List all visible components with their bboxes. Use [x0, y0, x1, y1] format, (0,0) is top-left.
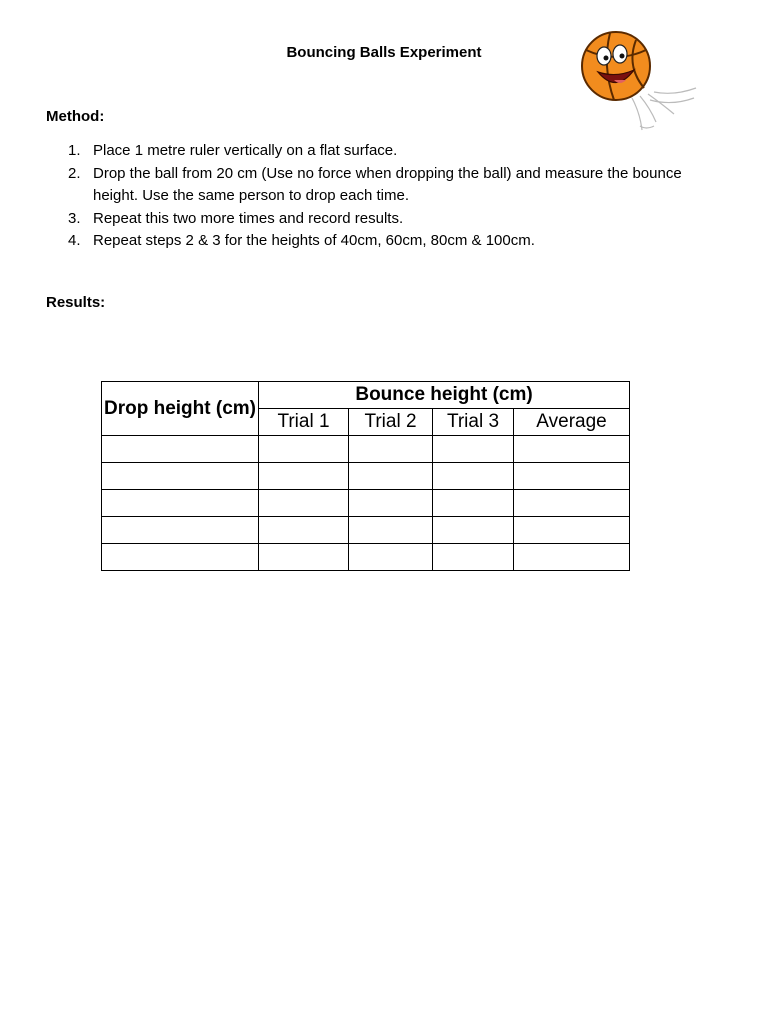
- table-row: [102, 436, 630, 463]
- table-row: [102, 544, 630, 571]
- table-row: [102, 490, 630, 517]
- trial-3-header: Trial 3: [433, 409, 514, 436]
- table-cell[interactable]: [433, 544, 514, 571]
- table-cell[interactable]: [259, 463, 349, 490]
- average-header: Average: [514, 409, 630, 436]
- table-cell[interactable]: [433, 463, 514, 490]
- method-steps-list: [46, 140, 706, 253]
- table-cell[interactable]: [259, 517, 349, 544]
- drop-height-header: Drop height (cm): [102, 382, 259, 436]
- step-number: 4.: [68, 232, 81, 249]
- table-cell[interactable]: [433, 490, 514, 517]
- table-cell[interactable]: [349, 490, 433, 517]
- table-cell[interactable]: [349, 436, 433, 463]
- table-cell[interactable]: [102, 517, 259, 544]
- method-step: [46, 230, 706, 253]
- bounce-height-header: Bounce height (cm): [259, 382, 630, 409]
- results-table: [101, 381, 630, 571]
- step-number: 1.: [68, 142, 81, 159]
- trial-1-header: Trial 1: [259, 409, 349, 436]
- table-cell[interactable]: [349, 544, 433, 571]
- results-heading: Results:: [46, 294, 106, 311]
- table-cell[interactable]: [102, 436, 259, 463]
- table-cell[interactable]: [433, 436, 514, 463]
- table-cell[interactable]: [349, 463, 433, 490]
- method-step: [46, 140, 706, 163]
- table-cell[interactable]: [514, 517, 630, 544]
- table-cell[interactable]: [514, 544, 630, 571]
- table-cell[interactable]: [349, 517, 433, 544]
- table-cell[interactable]: [514, 463, 630, 490]
- table-cell[interactable]: [433, 517, 514, 544]
- method-step: [46, 163, 706, 208]
- method-step: [46, 208, 706, 231]
- method-heading: Method:: [46, 108, 105, 125]
- table-cell[interactable]: [102, 463, 259, 490]
- table-cell[interactable]: [259, 544, 349, 571]
- step-text: Place 1 metre ruler vertically on a flat surface.: [93, 142, 398, 159]
- page-title: Bouncing Balls Experiment: [286, 44, 482, 61]
- table-cell[interactable]: [514, 490, 630, 517]
- table-row: [102, 517, 630, 544]
- table-cell[interactable]: [514, 436, 630, 463]
- table-cell[interactable]: [259, 490, 349, 517]
- step-text: Drop the ball from 20 cm (Use no force when dropping the ball) and measure the bounce height. Use the same person to drop each time.: [93, 164, 682, 204]
- step-number: 3.: [68, 209, 81, 227]
- step-number: 2.: [68, 164, 81, 182]
- table-cell[interactable]: [102, 544, 259, 571]
- step-text: Repeat steps 2 & 3 for the heights of 40cm, 60cm, 80cm & 100cm.: [93, 232, 535, 249]
- bouncing-basketball-icon: [570, 28, 710, 138]
- table-row: [102, 463, 630, 490]
- step-text: Repeat this two more times and record results.: [93, 209, 404, 227]
- trial-2-header: Trial 2: [349, 409, 433, 436]
- table-cell[interactable]: [259, 436, 349, 463]
- table-cell[interactable]: [102, 490, 259, 517]
